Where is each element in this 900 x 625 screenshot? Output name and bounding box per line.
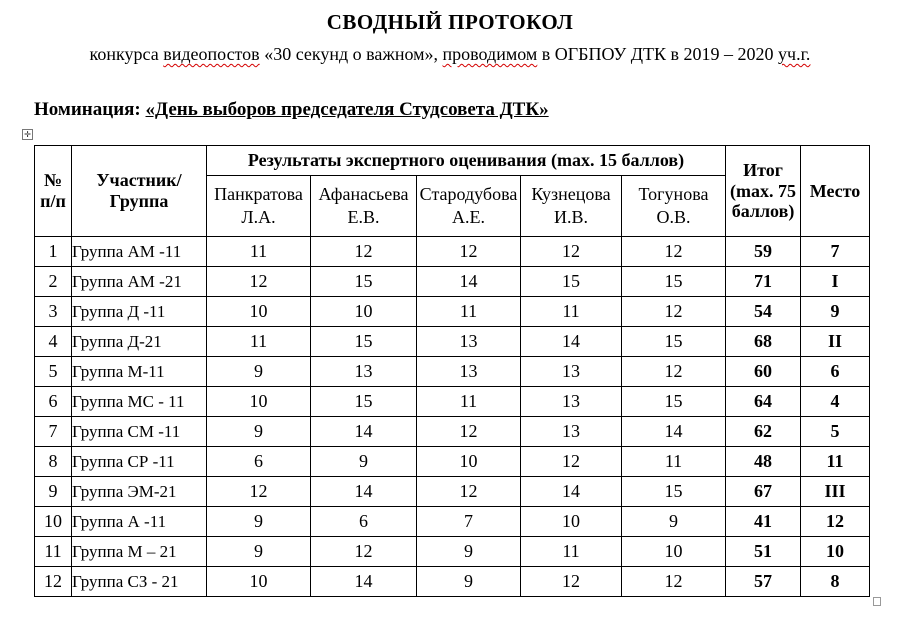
row-score: 11 bbox=[521, 297, 622, 327]
row-score: 10 bbox=[311, 297, 417, 327]
row-number: 1 bbox=[35, 237, 72, 267]
table-row bbox=[35, 417, 870, 447]
row-place: I bbox=[801, 267, 870, 297]
row-place: 7 bbox=[801, 237, 870, 267]
subtitle-part: в ОГБПОУ ДТК в 2019 – 2020 bbox=[537, 44, 779, 64]
header-total: Итог (max. 75 баллов) bbox=[726, 146, 801, 237]
row-score: 12 bbox=[521, 237, 622, 267]
row-score: 13 bbox=[417, 327, 521, 357]
row-group: Группа Д-21 bbox=[72, 327, 207, 357]
row-total: 71 bbox=[726, 267, 801, 297]
nomination-label: Номинация: bbox=[34, 99, 141, 120]
row-score: 10 bbox=[207, 297, 311, 327]
row-score: 15 bbox=[311, 267, 417, 297]
subtitle-part-misspelled: проводимом bbox=[442, 44, 538, 64]
row-score: 10 bbox=[207, 567, 311, 597]
row-score: 12 bbox=[521, 447, 622, 477]
row-score: 12 bbox=[622, 237, 726, 267]
row-number: 2 bbox=[35, 267, 72, 297]
subtitle-part: конкурса bbox=[89, 44, 164, 64]
subtitle-part: «30 секунд о важном», bbox=[259, 44, 443, 64]
row-score: 15 bbox=[521, 267, 622, 297]
row-group: Группа М-11 bbox=[72, 357, 207, 387]
row-score: 13 bbox=[311, 357, 417, 387]
table-row bbox=[35, 327, 870, 357]
header-expert: Кузнецова И.В. bbox=[521, 176, 622, 237]
row-place: 8 bbox=[801, 567, 870, 597]
row-score: 15 bbox=[311, 327, 417, 357]
row-score: 11 bbox=[207, 237, 311, 267]
row-place: II bbox=[801, 327, 870, 357]
move-handle-icon[interactable]: ✛ bbox=[22, 129, 33, 140]
row-score: 13 bbox=[521, 417, 622, 447]
row-total: 60 bbox=[726, 357, 801, 387]
row-score: 15 bbox=[622, 387, 726, 417]
row-total: 57 bbox=[726, 567, 801, 597]
row-place: 4 bbox=[801, 387, 870, 417]
table-row bbox=[35, 477, 870, 507]
header-place: Место bbox=[801, 146, 870, 237]
row-score: 10 bbox=[622, 537, 726, 567]
header-expert: Тогунова О.В. bbox=[622, 176, 726, 237]
row-score: 9 bbox=[417, 537, 521, 567]
row-score: 6 bbox=[311, 507, 417, 537]
row-group: Группа МС - 11 bbox=[72, 387, 207, 417]
row-total: 67 bbox=[726, 477, 801, 507]
row-place: 12 bbox=[801, 507, 870, 537]
row-score: 9 bbox=[207, 537, 311, 567]
row-score: 12 bbox=[521, 567, 622, 597]
row-number: 7 bbox=[35, 417, 72, 447]
row-number: 8 bbox=[35, 447, 72, 477]
row-score: 14 bbox=[622, 417, 726, 447]
row-score: 11 bbox=[622, 447, 726, 477]
row-score: 12 bbox=[622, 357, 726, 387]
table-row bbox=[35, 237, 870, 267]
row-score: 12 bbox=[311, 537, 417, 567]
row-score: 9 bbox=[207, 417, 311, 447]
row-number: 9 bbox=[35, 477, 72, 507]
row-place: 10 bbox=[801, 537, 870, 567]
row-total: 48 bbox=[726, 447, 801, 477]
row-score: 10 bbox=[521, 507, 622, 537]
header-num: № п/п bbox=[35, 146, 72, 237]
row-group: Группа Д -11 bbox=[72, 297, 207, 327]
row-score: 10 bbox=[417, 447, 521, 477]
header-expert: Панкратова Л.А. bbox=[207, 176, 311, 237]
results-table bbox=[34, 145, 870, 597]
row-score: 12 bbox=[417, 477, 521, 507]
row-place: 6 bbox=[801, 357, 870, 387]
row-number: 11 bbox=[35, 537, 72, 567]
row-group: Группа М – 21 bbox=[72, 537, 207, 567]
row-score: 11 bbox=[417, 297, 521, 327]
row-place: 5 bbox=[801, 417, 870, 447]
row-score: 12 bbox=[207, 477, 311, 507]
row-score: 13 bbox=[521, 387, 622, 417]
table-row bbox=[35, 507, 870, 537]
table-row bbox=[35, 567, 870, 597]
row-score: 12 bbox=[417, 417, 521, 447]
row-score: 12 bbox=[622, 567, 726, 597]
row-score: 12 bbox=[207, 267, 311, 297]
table-body bbox=[35, 237, 870, 597]
row-number: 10 bbox=[35, 507, 72, 537]
row-score: 9 bbox=[207, 507, 311, 537]
row-total: 64 bbox=[726, 387, 801, 417]
subtitle-part-misspelled: уч.г. bbox=[778, 44, 811, 64]
row-number: 6 bbox=[35, 387, 72, 417]
end-mark-icon bbox=[873, 597, 881, 606]
table-row bbox=[35, 357, 870, 387]
nomination-value: «День выборов председателя Студсовета ДТК» bbox=[145, 99, 549, 120]
row-group: Группа СР -11 bbox=[72, 447, 207, 477]
row-score: 6 bbox=[207, 447, 311, 477]
row-score: 14 bbox=[311, 567, 417, 597]
header-results: Результаты экспертного оценивания (max. 15 баллов) bbox=[207, 146, 726, 176]
row-score: 14 bbox=[311, 477, 417, 507]
document-title: СВОДНЫЙ ПРОТОКОЛ bbox=[326, 10, 574, 34]
row-group: Группа СМ -11 bbox=[72, 417, 207, 447]
header-participant: Участник/ Группа bbox=[72, 146, 207, 237]
row-number: 3 bbox=[35, 297, 72, 327]
row-number: 5 bbox=[35, 357, 72, 387]
row-total: 54 bbox=[726, 297, 801, 327]
row-score: 12 bbox=[622, 297, 726, 327]
row-score: 12 bbox=[417, 237, 521, 267]
row-score: 14 bbox=[521, 327, 622, 357]
table-row bbox=[35, 447, 870, 477]
row-score: 15 bbox=[622, 267, 726, 297]
row-group: Группа АМ -21 bbox=[72, 267, 207, 297]
row-score: 15 bbox=[311, 387, 417, 417]
row-score: 9 bbox=[622, 507, 726, 537]
row-score: 9 bbox=[417, 567, 521, 597]
row-score: 13 bbox=[417, 357, 521, 387]
row-group: Группа А -11 bbox=[72, 507, 207, 537]
row-total: 62 bbox=[726, 417, 801, 447]
nomination-line bbox=[34, 99, 549, 121]
row-score: 14 bbox=[417, 267, 521, 297]
row-score: 15 bbox=[622, 327, 726, 357]
header-expert: Стародубова А.Е. bbox=[417, 176, 521, 237]
row-score: 7 bbox=[417, 507, 521, 537]
row-score: 11 bbox=[417, 387, 521, 417]
row-place: III bbox=[801, 477, 870, 507]
row-score: 11 bbox=[521, 537, 622, 567]
row-score: 14 bbox=[521, 477, 622, 507]
row-total: 41 bbox=[726, 507, 801, 537]
row-score: 9 bbox=[207, 357, 311, 387]
table-row bbox=[35, 537, 870, 567]
row-score: 13 bbox=[521, 357, 622, 387]
row-score: 11 bbox=[207, 327, 311, 357]
row-number: 12 bbox=[35, 567, 72, 597]
row-place: 11 bbox=[801, 447, 870, 477]
header-expert: Афанасьева Е.В. bbox=[311, 176, 417, 237]
row-score: 12 bbox=[311, 237, 417, 267]
row-group: Группа ЭМ-21 bbox=[72, 477, 207, 507]
table-row bbox=[35, 297, 870, 327]
row-score: 9 bbox=[311, 447, 417, 477]
document-subtitle bbox=[0, 44, 900, 65]
row-number: 4 bbox=[35, 327, 72, 357]
row-total: 51 bbox=[726, 537, 801, 567]
table-row bbox=[35, 267, 870, 297]
row-total: 59 bbox=[726, 237, 801, 267]
row-score: 14 bbox=[311, 417, 417, 447]
row-group: Группа АМ -11 bbox=[72, 237, 207, 267]
subtitle-part-misspelled: видеопостов bbox=[163, 44, 260, 64]
row-score: 10 bbox=[207, 387, 311, 417]
row-place: 9 bbox=[801, 297, 870, 327]
row-score: 15 bbox=[622, 477, 726, 507]
table-row bbox=[35, 387, 870, 417]
row-group: Группа СЗ - 21 bbox=[72, 567, 207, 597]
row-total: 68 bbox=[726, 327, 801, 357]
